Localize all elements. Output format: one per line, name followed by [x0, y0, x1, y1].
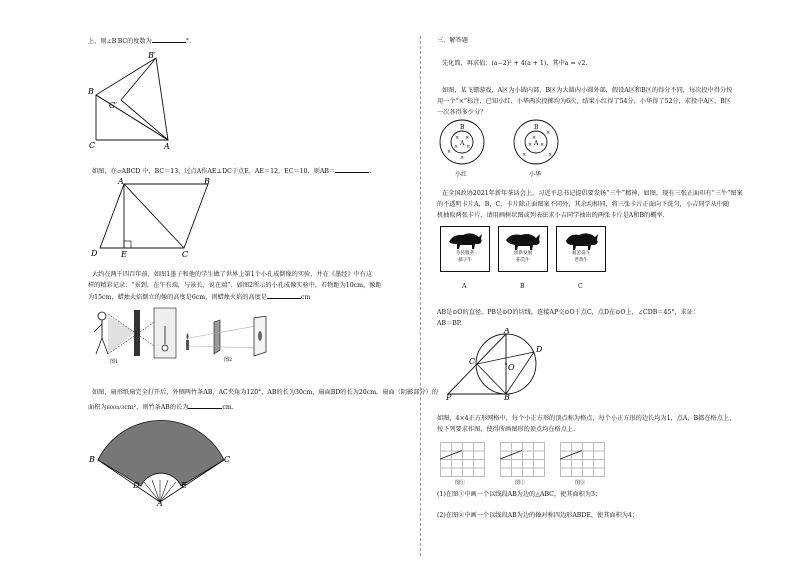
- label-p: P: [446, 393, 452, 400]
- label-c: C: [224, 455, 231, 464]
- q3-line3: 为15cm，蜡烛火焰倒立的像的高度是6cm，则蜡烛火焰的高度是 cm: [88, 294, 311, 301]
- grid-2-segment: [500, 442, 544, 476]
- q2-text: 如图，在▱ABCD 中，BC＝13，过点A作AE⊥DC于点E，AE＝12，EC＝10，则AB＝ .: [92, 168, 372, 175]
- svg-text:×: ×: [455, 135, 460, 141]
- label-a: A: [504, 328, 510, 335]
- svg-text:×: ×: [546, 130, 551, 136]
- ox-icon: [445, 230, 485, 250]
- r4-line1: AB是⊙O的直径，PB是⊙O的切线，连接AP交⊙O于点C，点D在⊙O上，∠CDB＝45°，求证：: [437, 309, 700, 316]
- card-c: 艰苦奋斗 老黄牛: [556, 226, 606, 272]
- q3-figure-2: [180, 316, 276, 362]
- label-c-prime: C′: [109, 101, 117, 110]
- label-a: A: [164, 142, 170, 150]
- label-d: D: [91, 249, 98, 258]
- ox-icon: [561, 230, 601, 250]
- q4-line1: 如图，扇形纸扇完全打开后，外侧两竹条AB，AC夹角为120°，AB的长为30cm，扇面BD的长为20cm，扇面（阴影部分）的: [92, 389, 438, 396]
- r2-line3: 一次各得多少分？: [437, 109, 487, 116]
- card-a: 为民服务 孺子牛: [440, 226, 490, 272]
- svg-text:×: ×: [522, 152, 527, 158]
- q3-line1: 大约在两千四百年前，如图1墨子和他的学生做了世界上第1个小孔成倒像的实验，并在《墨经》中有这: [92, 271, 373, 278]
- q1-answer-blank[interactable]: [152, 36, 186, 43]
- grid-2-caption: 图②: [515, 480, 526, 486]
- card-b-label: B: [520, 283, 525, 290]
- q1-figure: [86, 50, 186, 150]
- svg-text:×: ×: [548, 152, 553, 158]
- grid-3-segment: [560, 442, 604, 476]
- grid-1-segment: [440, 442, 484, 476]
- q2-question: 如图，在▱ABCD 中，BC＝13，过点A作AE⊥DC于点E，AE＝12，EC＝10，则AB＝: [92, 168, 336, 175]
- label-b: B: [204, 177, 210, 186]
- q4-area-fraction: 800π/3: [106, 405, 125, 411]
- q4-answer-blank[interactable]: [188, 402, 222, 409]
- fig2-caption: 图2: [224, 357, 233, 362]
- q3-figure-1: [88, 306, 180, 364]
- r5-line2: 按下列要求作图，使得所画图形的顶点均在格点上.: [437, 426, 576, 433]
- r5-sub2: (2)在图②中画一个以线段AB为边的轴对称四边形ABDE，使其面积为4；: [437, 512, 639, 519]
- q1-question: 上，则∠B′BC的度数为: [88, 38, 152, 45]
- label-b: B: [88, 87, 94, 96]
- r3-line1: 在全国政协2021年新年茶话会上，习近平总书记提倡要发扬“三牛”精神，如图，现有三张正面印有“三牛”图案: [442, 190, 743, 197]
- svg-text:×: ×: [532, 135, 537, 141]
- r4-line2: AB＝BP.: [437, 320, 462, 327]
- ox-icon: [503, 230, 543, 250]
- svg-text:×: ×: [540, 142, 545, 148]
- label-o: O: [508, 363, 515, 372]
- r3-line2: 的不透明卡片A，B，C，卡片除正面图案不同外，其余均相同，将三张卡片正面向下洗匀，小吉同学从中随: [437, 201, 730, 208]
- q4-figure: [86, 420, 236, 506]
- label-c: C: [469, 357, 476, 366]
- label-a: A: [157, 499, 163, 506]
- r4-figure: [446, 328, 556, 400]
- q3-line2: 样的精彩记录：“景到，在午有端，与景长，说在端”．如图2所示的小孔成像实验中，若物距为10cm，像距: [88, 282, 382, 289]
- q2-figure: [86, 176, 226, 260]
- svg-text:×: ×: [528, 142, 533, 148]
- r2-dartboards: [436, 118, 566, 180]
- card-b: 创新发展 拓荒牛: [498, 226, 548, 272]
- r5-line1: 如图，4×4正方形网格中，每个小正方形的顶点称为格点，每个小正方形的边长均为1，点A，B都在格点上，: [437, 415, 736, 422]
- section-title: 三、解答题: [437, 37, 468, 44]
- board2-label-a: A: [534, 140, 539, 147]
- label-e: E: [121, 250, 127, 259]
- column-divider: [420, 36, 421, 556]
- card-c-label: C: [578, 283, 583, 290]
- label-c: C: [89, 141, 96, 150]
- label-d: D: [133, 481, 140, 490]
- r3-line3: 机抽取两张卡片，请用画树状图或列表法求小吉同学抽出的两张卡片是A和B的概率.: [437, 212, 665, 219]
- label-a: A: [118, 177, 124, 186]
- board2-label-b: B: [534, 124, 539, 131]
- card-a-label: A: [462, 283, 467, 290]
- svg-text:×: ×: [465, 135, 470, 141]
- q3-answer-blank[interactable]: [267, 292, 301, 299]
- board1-label-b: B: [460, 124, 465, 131]
- board2-name: 小华: [529, 171, 542, 178]
- grid-1-caption: 图①: [455, 480, 466, 486]
- q1-text: 上，则∠B′BC的度数为 °.: [88, 38, 191, 45]
- label-e: E: [181, 481, 187, 490]
- label-c: C: [182, 250, 189, 259]
- board1-name: 小红: [455, 171, 468, 178]
- label-b: B: [89, 455, 95, 464]
- q4-line2: 面积为800π/3cm²，则竹条AB的长为 cm.: [88, 404, 234, 411]
- board1-label-a: A: [460, 140, 465, 147]
- r1-question: 先化简，再求值：(a−2)² + 4(a + 1)，其中a = √2.: [442, 60, 588, 67]
- grid-3-caption: 图③: [575, 480, 586, 486]
- label-d: D: [536, 345, 543, 354]
- svg-text:×: ×: [447, 149, 452, 155]
- svg-text:×: ×: [454, 144, 459, 150]
- r5-sub1: (1)在图①中画一个以线段AB为边的△ABC，使其面积为3；: [437, 491, 602, 498]
- label-b-prime: B′: [148, 51, 156, 60]
- r2-line2: 用一个“×”标注，已知小红、小华两次投掷均为6次，结果小红得了54分，小华得了52分，求投中A区、B区: [437, 98, 731, 105]
- svg-text:×: ×: [460, 155, 465, 161]
- q2-answer-blank[interactable]: [335, 166, 369, 173]
- fig1-caption: 图1: [110, 359, 119, 364]
- r2-line1: 如图，某飞镖游戏，A区为小圆内部，B区为大圆内小圆外部，假设A区和B区的得分不同，每次投中得分按: [442, 87, 733, 94]
- svg-text:×: ×: [466, 144, 471, 150]
- label-b: B: [504, 393, 510, 400]
